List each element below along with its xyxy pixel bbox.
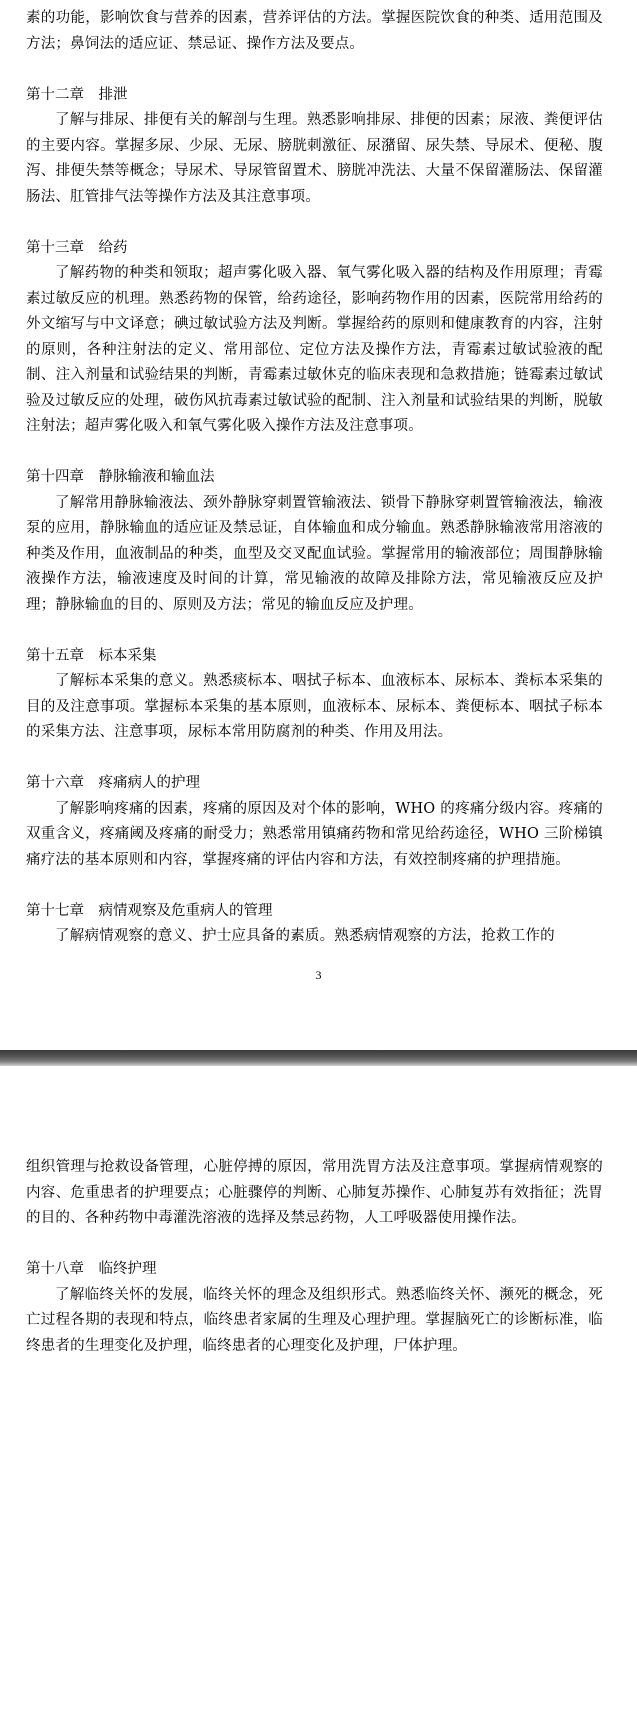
document-page-4 (0, 1066, 637, 1721)
chapter-body: 了解影响疼痛的因素，疼痛的原因及对个体的影响，WHO 的疼痛分级内容。疼痛的双重含义，疼痛阈及疼痛的耐受力；熟悉常用镇痛药物和常见给药途径，WHO 三阶梯镇痛疗法的基本原则和内容，掌握疼痛的评估内容和方法，有效控制疼痛的护理措施。 (26, 800, 603, 868)
chapter-heading: 第十五章 标本采集 (26, 647, 157, 664)
page-content (26, 0, 603, 950)
chapter-body: 了解标本采集的意义。熟悉痰标本、咽拭子标本、血液标本、尿标本、粪标本采集的目的及注意事项。掌握标本采集的基本原则，血液标本、尿标本、粪便标本、咽拭子标本的采集方法、注意事项，尿标本常用防腐剂的种类、作用及用法。 (26, 673, 603, 740)
page-break-divider (0, 1050, 637, 1066)
chapter-13-section (26, 236, 603, 440)
chapter-17-section (26, 899, 603, 950)
chapter-14-section (26, 465, 603, 618)
chapter-heading: 第十三章 给药 (26, 239, 128, 256)
chapter-heading: 第十六章 疼痛病人的护理 (26, 775, 200, 791)
page-content (26, 1066, 603, 1359)
chapter-body: 了解与排尿、排便有关的解剖与生理。熟悉影响排尿、排便的因素；尿液、粪便评估的主要内容。掌握多尿、少尿、无尿、膀胱刺激征、尿潴留、尿失禁、导尿术、便秘、腹泻、排便失禁等概念；导尿术、导尿管留置术、膀胱冲洗法、大量不保留灌肠法、保留灌肠法、肛管排气法等操作方法及其注意事项。 (26, 112, 603, 205)
page-number: 3 (315, 968, 322, 982)
chapter-18-section (26, 1257, 603, 1359)
chapter-heading: 第十八章 临终护理 (26, 1261, 157, 1277)
chapter-heading: 第十七章 病情观察及危重病人的管理 (26, 902, 273, 919)
chapter-12-section (26, 83, 603, 211)
continued-paragraph: 素的功能，影响饮食与营养的因素，营养评估的方法。掌握医院饮食的种类、适用范围及方法；鼻饲法的适应证、禁忌证、操作方法及要点。 (26, 10, 603, 52)
chapter-heading: 第十四章 静脉输液和输血法 (26, 469, 215, 485)
chapter-15-section (26, 644, 603, 746)
chapter-body: 了解临终关怀的发展，临终关怀的理念及组织形式。熟悉临终关怀、濒死的概念，死亡过程各期的表现和特点，临终患者家属的生理及心理护理。掌握脑死亡的诊断标准，临终患者的生理变化及护理，临终患者的心理变化及护理，尸体护理。 (26, 1286, 603, 1354)
continued-paragraph: 组织管理与抢救设备管理，心脏停搏的原因，常用洗胃方法及注意事项。掌握病情观察的内容、危重患者的护理要点；心脏骤停的判断、心肺复苏操作、心肺复苏有效指征；洗胃的目的、各种药物中毒灌洗溶液的选择及禁忌药物，人工呼吸器使用操作法。 (26, 1159, 603, 1226)
chapter-16-section (26, 771, 603, 873)
chapter-body: 了解病情观察的意义、护士应具备的素质。熟悉病情观察的方法，抢救工作的 (55, 928, 555, 944)
chapter-body: 了解常用静脉输液法、颈外静脉穿刺置管输液法、锁骨下静脉穿刺置管输液法，输液泵的应用，静脉输血的适应证及禁忌证，自体输血和成分输血。熟悉静脉输液常用溶液的种类及作用，血液制品的种类，血型及交叉配血试验。掌握常用的输液部位；周围静脉输液操作方法，输液速度及时间的计算，常见输液的故障及排除方法，常见输液反应及护理；静脉输血的目的、原则及方法；常见的输血反应及护理。 (26, 494, 603, 613)
chapter-body: 了解药物的种类和领取；超声雾化吸入器、氧气雾化吸入器的结构及作用原理；青霉素过敏反应的机理。熟悉药物的保管，给药途径，影响药物作用的因素，医院常用给药的外文缩写与中文译意；碘过敏试验方法及判断。掌握给药的原则和健康教育的内容，注射的原则，各种注射法的定义、常用部位、定位方法及操作方法，青霉素过敏试验液的配制、注入剂量和试验结果的判断，青霉素过敏休克的临床表现和急救措施；链霉素过敏试验及过敏反应的处理，破伤风抗毒素过敏试验的配制、注入剂量和试验结果的判断，脱敏注射法；超声雾化吸入和氧气雾化吸入操作方法及注意事项。 (26, 265, 603, 434)
chapter-heading: 第十二章 排泄 (26, 86, 128, 103)
